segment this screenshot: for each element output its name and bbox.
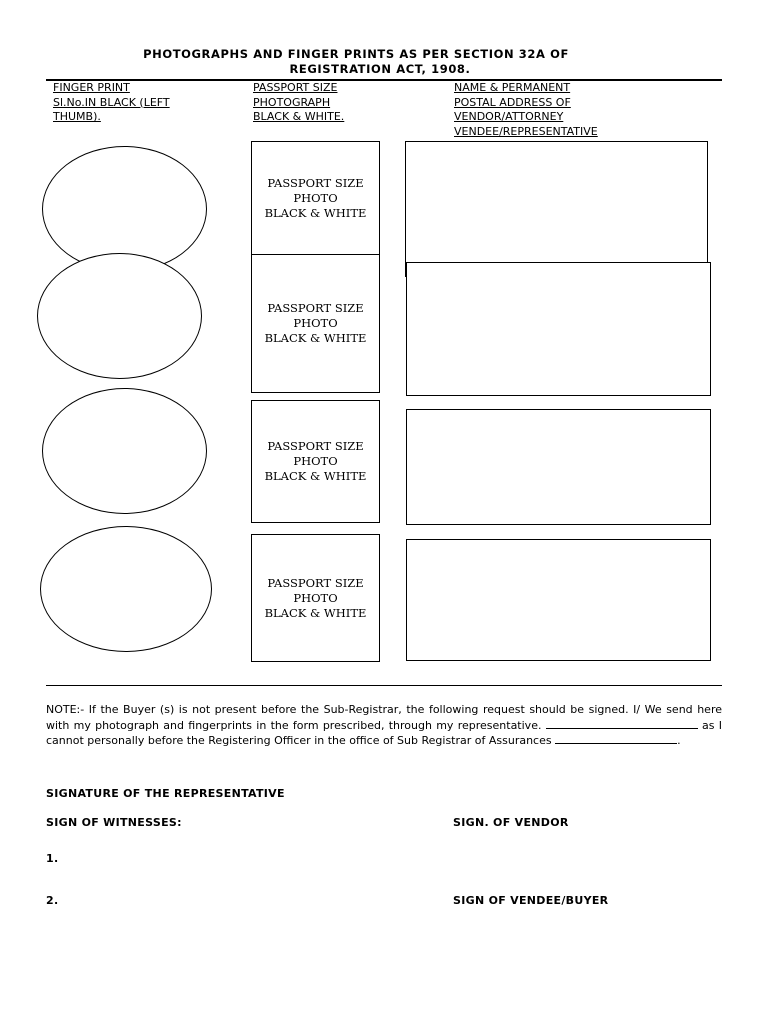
header-fingerprint-line-3: THUMB). xyxy=(53,110,101,123)
photo-box-1[interactable] xyxy=(251,141,380,256)
fingerprint-oval-2[interactable] xyxy=(37,253,202,379)
photo-box-1-line-1: PASSPORT SIZE xyxy=(267,176,364,190)
photo-box-3-line-3: BLACK & WHITE xyxy=(264,469,367,483)
address-box-4[interactable] xyxy=(406,539,711,661)
photo-box-2-line-3: BLACK & WHITE xyxy=(264,331,367,345)
sign-vendee-label: SIGN OF VENDEE/BUYER xyxy=(453,894,609,907)
address-box-2[interactable] xyxy=(406,262,711,396)
photo-box-4-line-2: PHOTO xyxy=(293,590,338,605)
header-fingerprint-line-2: Sl.No.IN BLACK (LEFT xyxy=(53,95,170,109)
witness-2-label: 2. xyxy=(46,894,59,907)
header-fingerprint-line-1: FINGER PRINT xyxy=(53,81,130,94)
photo-box-1-line-3: BLACK & WHITE xyxy=(264,206,367,220)
form-title-line-2: REGISTRATION ACT, 1908. xyxy=(289,62,471,76)
photo-box-4[interactable] xyxy=(251,534,380,662)
header-photo-line-3: BLACK & WHITE. xyxy=(253,110,345,123)
note-paragraph xyxy=(46,702,722,749)
photo-box-2-line-1: PASSPORT SIZE xyxy=(267,301,364,315)
photo-box-3-line-2: PHOTO xyxy=(293,454,338,468)
photo-box-2-line-2: PHOTO xyxy=(293,316,338,330)
note-text-1: NOTE:- If the Buyer (s) is not present before the Sub-Registrar, the following request should be signed. I/ We send here with my photograph and fingerprints in the form prescribed, through my representative. xyxy=(46,703,722,732)
header-address-line-3: VENDOR/ATTORNEY xyxy=(454,110,564,123)
header-photo-line-1: PASSPORT SIZE xyxy=(253,81,338,94)
signature-representative-label: SIGNATURE OF THE REPRESENTATIVE xyxy=(46,787,285,800)
assurances-blank[interactable] xyxy=(555,733,677,744)
header-address-line-2: POSTAL ADDRESS OF xyxy=(454,95,571,109)
photo-box-4-line-3: BLACK & WHITE xyxy=(264,605,367,620)
form-title-line-1: PHOTOGRAPHS AND FINGER PRINTS AS PER SECTION 32A OF xyxy=(143,47,569,61)
representative-name-blank[interactable] xyxy=(546,718,698,729)
photo-box-4-line-1: PASSPORT SIZE xyxy=(267,575,364,590)
note-rule xyxy=(46,685,722,686)
address-box-1[interactable] xyxy=(405,141,708,277)
photo-box-3[interactable] xyxy=(251,400,380,523)
fingerprint-oval-3[interactable] xyxy=(42,388,207,514)
header-address-line-4: VENDEE/REPRESENTATIVE xyxy=(454,124,598,138)
sign-witnesses-label: SIGN OF WITNESSES: xyxy=(46,816,182,829)
sign-vendor-label: SIGN. OF VENDOR xyxy=(453,816,569,829)
header-fingerprint xyxy=(53,81,170,125)
note-text-2: as I cannot personally before the Registering Officer in the office of Sub Registrar of Assurances xyxy=(46,718,723,747)
note-text-3: . xyxy=(677,734,681,747)
header-photo-line-2: PHOTOGRAPH xyxy=(253,95,331,109)
header-photo xyxy=(253,81,344,125)
photo-box-3-line-1: PASSPORT SIZE xyxy=(267,439,364,453)
header-address xyxy=(454,81,598,139)
fingerprint-oval-4[interactable] xyxy=(40,526,212,652)
header-address-line-1: NAME & PERMANENT xyxy=(454,81,571,94)
photo-box-2[interactable] xyxy=(251,254,380,393)
address-box-3[interactable] xyxy=(406,409,711,525)
photo-box-1-line-2: PHOTO xyxy=(293,191,338,205)
witness-1-label: 1. xyxy=(46,852,59,865)
